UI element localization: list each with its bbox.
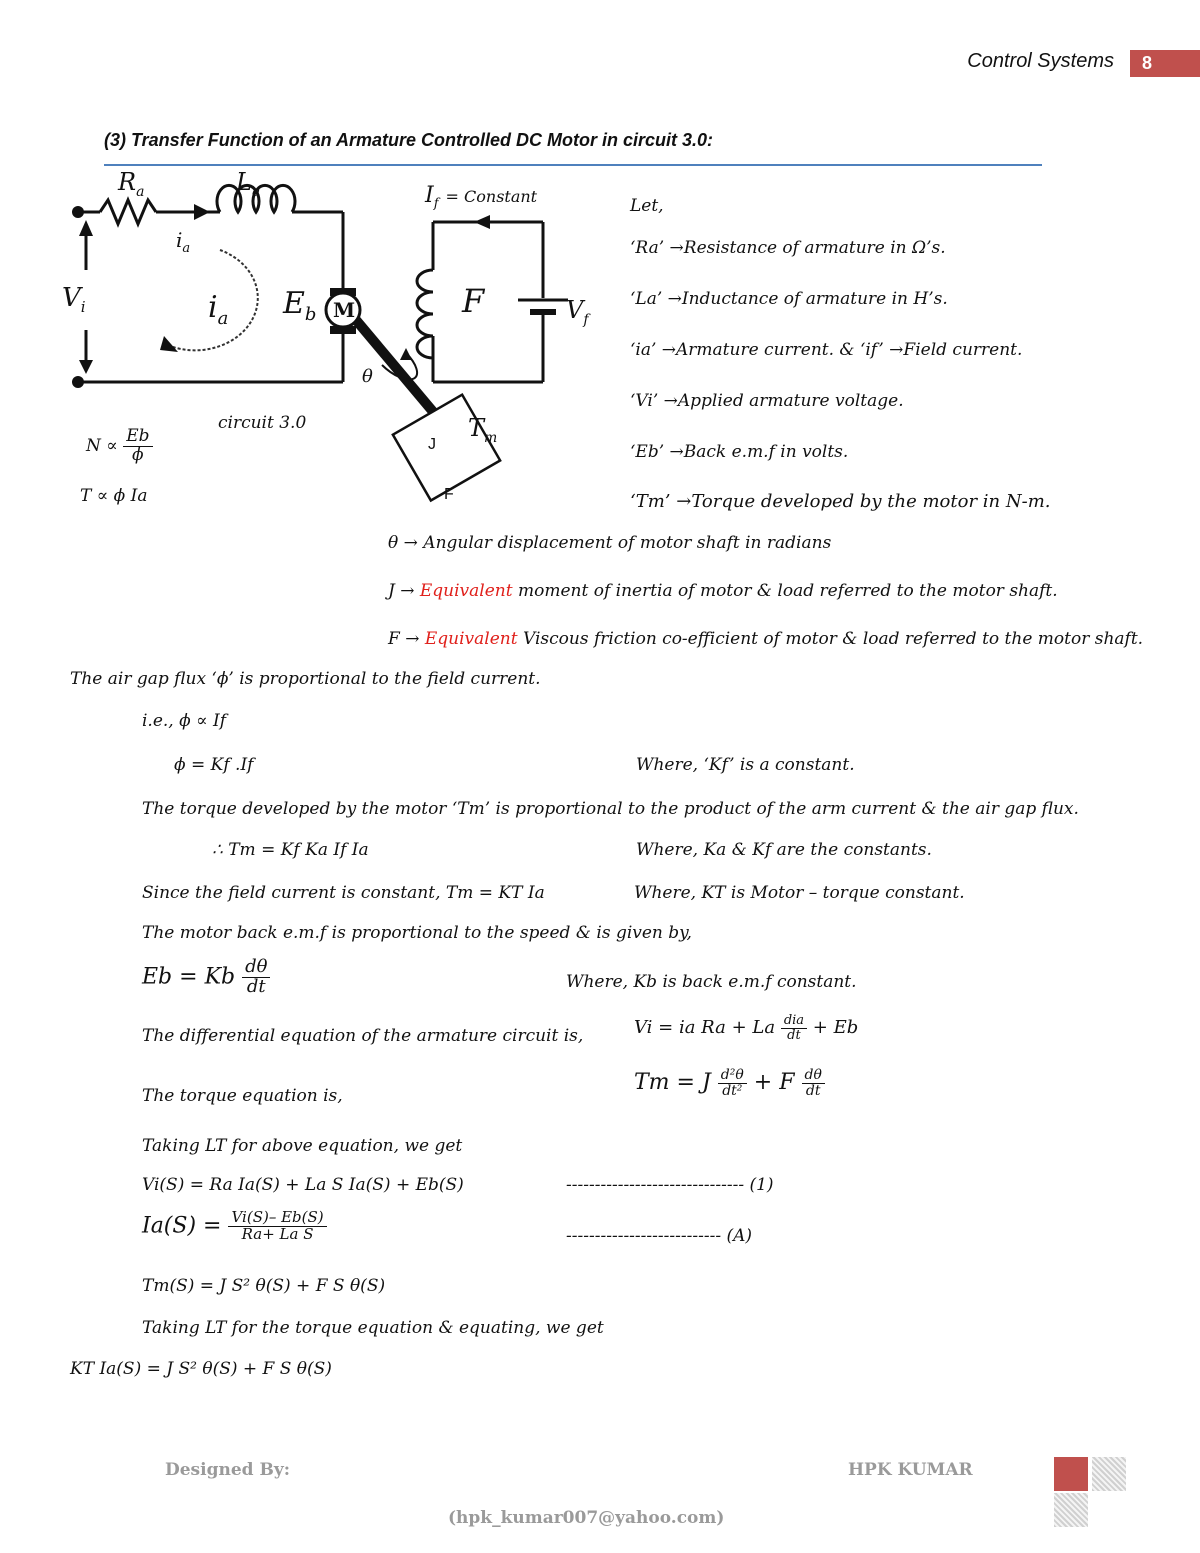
- label-f: F: [462, 282, 485, 320]
- ia-equation: Ia(S) = $\frac{Vi(S)- Eb(S)}{\text{Ra+ La S}}$: [142, 1210, 327, 1243]
- backemf-intro: The motor back e.m.f is proportional to the speed & is given by,: [142, 923, 692, 943]
- since-where: Where, KT is Motor – torque constant.: [634, 883, 965, 903]
- torque-eq-intro: The torque equation is,: [142, 1086, 343, 1106]
- footer-email: (hpk_kumar007@yahoo.com): [448, 1508, 725, 1528]
- legend-let: Let,: [630, 196, 664, 216]
- phi-where: Where, ‘Kf’ is a constant.: [636, 755, 855, 775]
- label-ia-small: $i_a$: [176, 228, 191, 256]
- header-title: Control Systems: [967, 50, 1114, 72]
- resistor-ra: [100, 200, 156, 224]
- footer-designed-by: Designed By:: [165, 1460, 290, 1480]
- t-proportional: T ∝ ϕ Ia: [80, 486, 148, 506]
- label-ra: $R_a$: [118, 168, 145, 200]
- load-f-label: F: [444, 486, 454, 503]
- footer-author: HPK KUMAR: [848, 1460, 973, 1480]
- torque-intro: The torque developed by the motor ‘Tm’ is proportional to the product of the arm current & the air gap flux.: [142, 799, 1079, 819]
- def-theta: θ → Angular displacement of motor shaft in radians: [388, 533, 832, 553]
- tm-s-equation: Tm(S) = J S² θ(S) + F S θ(S): [142, 1276, 386, 1296]
- label-ia-big: $i_a$: [208, 290, 229, 329]
- heading-rule: [104, 164, 1042, 166]
- page-number-badge: 8: [1130, 50, 1200, 77]
- current-arrow-icon: [194, 204, 210, 220]
- label-if: $I_f$ = Constant: [425, 183, 538, 212]
- eb-where: Where, Kb is back e.m.f constant.: [566, 972, 857, 992]
- ia-equation-tag: --------------------------- (A): [566, 1226, 753, 1246]
- flux-proportional: i.e., ϕ ∝ If: [142, 711, 227, 731]
- def-j: J → Equivalent moment of inertia of motor & load referred to the motor shaft.: [388, 581, 1058, 601]
- phi-equation: ϕ = Kf .If: [174, 755, 254, 775]
- field-coil: [417, 270, 433, 358]
- tm-where: Where, Ka & Kf are the constants.: [636, 840, 932, 860]
- footer-square-red: [1054, 1457, 1088, 1491]
- flux-intro: The air gap flux ‘ϕ’ is proportional to the field current.: [70, 669, 541, 689]
- diagram-caption: circuit 3.0: [218, 413, 307, 433]
- label-tm: $T_m$: [468, 414, 498, 446]
- terminal-top: [72, 206, 84, 218]
- legend-la: ‘La’ →Inductance of armature in H’s.: [630, 289, 948, 309]
- diff-equation: Vi = ia Ra + La $\frac{\text{dia}}{dt}$ + Eb: [634, 1013, 859, 1043]
- legend-tm: ‘Tm’ →Torque developed by the motor in N-m.: [630, 491, 1051, 512]
- legend-vi: ‘Vi’ →Applied armature voltage.: [630, 391, 904, 411]
- label-vi: $V_i$: [62, 283, 86, 317]
- lt-equation-1-tag: ------------------------------- (1): [566, 1175, 774, 1195]
- motor-label: M: [333, 298, 356, 322]
- def-f: F → Equivalent Viscous friction co-efficient of motor & load referred to the motor shaft.: [388, 629, 1144, 649]
- final-equation: KT Ia(S) = J S² θ(S) + F S θ(S): [70, 1359, 332, 1379]
- footer-square-pattern-1: [1092, 1457, 1126, 1491]
- lt-equation-1: Vi(S) = Ra Ia(S) + La S Ia(S) + Eb(S): [142, 1175, 464, 1195]
- label-eb: $E_b$: [283, 286, 317, 325]
- legend-ia: ‘ia’ →Armature current. & ‘if’ →Field current.: [630, 340, 1023, 360]
- label-vf: $V_f$: [566, 296, 589, 328]
- label-theta: θ: [362, 366, 373, 387]
- diff-intro: The differential equation of the armature circuit is,: [142, 1026, 584, 1046]
- label-la: $L_a$: [236, 168, 261, 200]
- torque-equation: Tm = J $\frac{\text{d²θ}}{\text{dt²}}$ + F $\frac{d\theta}{dt}$: [634, 1068, 825, 1098]
- eb-equation: Eb = Kb $\frac{d\theta}{dt}$: [142, 958, 270, 997]
- since-line: Since the field current is constant, Tm = KT Ia: [142, 883, 545, 903]
- dc-motor-circuit-diagram: [60, 170, 620, 520]
- footer-square-pattern-2: [1054, 1493, 1088, 1527]
- section-heading: (3) Transfer Function of an Armature Controlled DC Motor in circuit 3.0:: [104, 130, 714, 150]
- terminal-bottom: [72, 376, 84, 388]
- legend-ra: ‘Ra’ →Resistance of armature in Ω’s.: [630, 238, 946, 258]
- load-box: [393, 395, 500, 501]
- legend-eb: ‘Eb’ →Back e.m.f in volts.: [630, 442, 849, 462]
- tm-equation: ∴ Tm = Kf Ka If Ia: [212, 840, 369, 860]
- lt-torque-intro: Taking LT for the torque equation & equating, we get: [142, 1318, 604, 1338]
- n-proportional: N ∝ $\frac{Eb}{\phi}$: [86, 428, 153, 465]
- lt-intro: Taking LT for above equation, we get: [142, 1136, 463, 1156]
- load-j-label: J: [428, 436, 436, 453]
